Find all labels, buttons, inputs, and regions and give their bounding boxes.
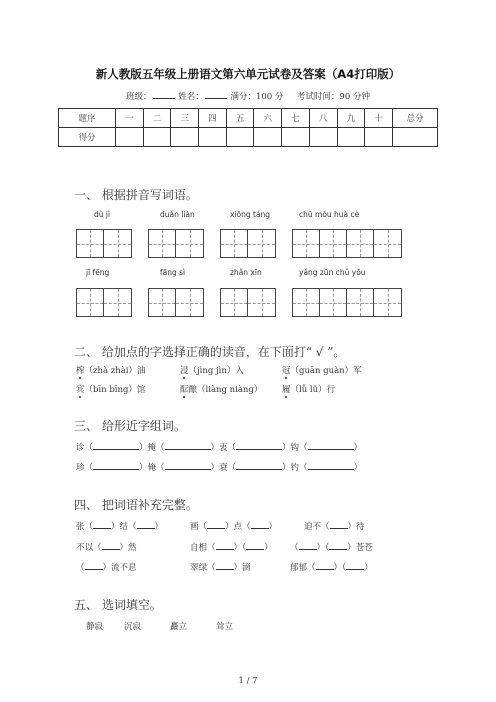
idiom-item: 迫不（ ）待 bbox=[304, 522, 365, 532]
answer-blank[interactable] bbox=[93, 520, 111, 529]
answer-blank[interactable] bbox=[308, 461, 354, 470]
reading-option[interactable]: 浸（jìng jìn）入 bbox=[180, 366, 244, 376]
page-number: 1 / 7 bbox=[238, 676, 258, 686]
score-cell[interactable] bbox=[309, 128, 337, 147]
score-header-row bbox=[59, 109, 438, 128]
class-blank[interactable] bbox=[153, 90, 175, 99]
pinyin-label: fāng sì bbox=[160, 268, 186, 277]
answer-blank[interactable] bbox=[316, 561, 334, 570]
score-row bbox=[59, 128, 438, 147]
score-header-cell: 七 bbox=[282, 109, 310, 128]
section5-heading: 五、 选词填空。 bbox=[74, 598, 162, 612]
score-header-cell: 总分 bbox=[393, 109, 438, 128]
reading-option[interactable]: 酝酿（liàng niàng） bbox=[180, 385, 263, 395]
score-header-cell: 三 bbox=[171, 109, 199, 128]
writing-box[interactable] bbox=[76, 288, 132, 317]
answer-blank[interactable] bbox=[330, 520, 348, 529]
idiom-item: 画（ ）点（ ） bbox=[190, 522, 278, 532]
score-cell[interactable] bbox=[337, 128, 365, 147]
score-header-cell: 二 bbox=[143, 109, 171, 128]
similar-char-row: 诊（ ）掩（ ）衷（ ）钩（ ） bbox=[76, 443, 363, 453]
answer-blank[interactable] bbox=[93, 461, 139, 470]
writing-box[interactable] bbox=[76, 229, 132, 258]
score-header-cell: 九 bbox=[337, 109, 365, 128]
writing-box[interactable] bbox=[220, 288, 276, 317]
reading-option[interactable]: 冠（guān guàn）军 bbox=[282, 366, 362, 376]
answer-blank[interactable] bbox=[236, 461, 282, 470]
word-option: 矗立 bbox=[170, 622, 188, 632]
section4-heading: 四、 把词语补充完整。 bbox=[74, 498, 198, 512]
answer-blank[interactable] bbox=[165, 461, 211, 470]
answer-blank[interactable] bbox=[299, 541, 317, 550]
score-cell[interactable] bbox=[226, 128, 254, 147]
section1-heading: 一、 根据拼音写词语。 bbox=[74, 188, 198, 202]
answer-blank[interactable] bbox=[216, 541, 234, 550]
pinyin-label: duàn liàn bbox=[160, 210, 195, 219]
word-option: 耸立 bbox=[216, 622, 234, 632]
similar-char-row: 珍（ ）俺（ ）衰（ ）钓（ ） bbox=[76, 463, 363, 473]
score-cell[interactable] bbox=[393, 128, 438, 147]
score-header-cell: 十 bbox=[365, 109, 393, 128]
score-cell[interactable] bbox=[199, 128, 227, 147]
word-option: 静寂 bbox=[86, 622, 104, 632]
pinyin-label: chū móu huà cè bbox=[299, 210, 360, 219]
reading-option[interactable]: 宾（bīn bīng）馆 bbox=[76, 385, 146, 395]
answer-blank[interactable] bbox=[251, 520, 269, 529]
idiom-item: 自相（ ）（ ） bbox=[190, 543, 273, 553]
writing-box[interactable] bbox=[292, 288, 402, 317]
answer-blank[interactable] bbox=[329, 541, 347, 550]
score-table bbox=[58, 108, 438, 147]
score-header-cell: 五 bbox=[226, 109, 254, 128]
answer-blank[interactable] bbox=[165, 441, 211, 450]
pinyin-label: yǎng zūn chǔ yōu bbox=[299, 268, 366, 277]
writing-box[interactable] bbox=[148, 229, 204, 258]
score-row-label: 得分 bbox=[59, 128, 116, 147]
writing-box[interactable] bbox=[148, 288, 204, 317]
section3-heading: 三、 给形近字组词。 bbox=[74, 419, 186, 433]
reading-option[interactable]: 履（lǚ lǔ）行 bbox=[282, 385, 336, 395]
answer-blank[interactable] bbox=[93, 441, 139, 450]
answer-blank[interactable] bbox=[246, 541, 264, 550]
answer-blank[interactable] bbox=[85, 561, 103, 570]
idiom-item: 郁郁（ ）（ ） bbox=[290, 563, 373, 573]
idiom-item: 翠绿（ ）滴 bbox=[190, 563, 251, 573]
section2-heading: 二、 给加点的字选择正确的读音，在下面打“ √ ”。 bbox=[74, 345, 346, 359]
score-cell[interactable] bbox=[171, 128, 199, 147]
answer-blank[interactable] bbox=[102, 541, 120, 550]
score-header-cell: 题序 bbox=[59, 109, 116, 128]
score-header-cell: 六 bbox=[254, 109, 282, 128]
score-cell[interactable] bbox=[282, 128, 310, 147]
pinyin-label: jī fēng bbox=[86, 268, 110, 277]
score-cell[interactable] bbox=[143, 128, 171, 147]
answer-blank[interactable] bbox=[236, 441, 282, 450]
exam-time: 考试时间：90 分钟 bbox=[296, 92, 370, 102]
name-label: 姓名： bbox=[178, 92, 204, 102]
writing-box[interactable] bbox=[220, 229, 276, 258]
answer-blank[interactable] bbox=[137, 520, 155, 529]
answer-blank[interactable] bbox=[308, 441, 354, 450]
reading-option[interactable]: 榨（zhà zhài）油 bbox=[76, 366, 146, 376]
writing-box[interactable] bbox=[292, 229, 402, 258]
answer-blank[interactable] bbox=[207, 520, 225, 529]
idiom-item: （ ）（ ）苍苍 bbox=[290, 543, 373, 553]
score-header-cell: 一 bbox=[116, 109, 144, 128]
score-header-cell: 四 bbox=[199, 109, 227, 128]
answer-blank[interactable] bbox=[216, 561, 234, 570]
idiom-item: 张（ ）结（ ） bbox=[76, 522, 164, 532]
word-option: 沉寂 bbox=[124, 622, 142, 632]
answer-blank[interactable] bbox=[346, 561, 364, 570]
class-label: 班级： bbox=[126, 92, 152, 102]
full-score: 满分：100 分 bbox=[230, 92, 284, 102]
page-title: 新人教版五年级上册语文第六单元试卷及答案（A4打印版） bbox=[95, 67, 401, 81]
score-header-cell: 八 bbox=[309, 109, 337, 128]
name-blank[interactable] bbox=[205, 90, 227, 99]
exam-info bbox=[0, 90, 496, 102]
pinyin-label: xiōng táng bbox=[230, 210, 271, 219]
score-cell[interactable] bbox=[254, 128, 282, 147]
idiom-item: 不以（ ）然 bbox=[76, 543, 137, 553]
pinyin-label: dù jì bbox=[94, 210, 111, 219]
score-cell[interactable] bbox=[365, 128, 393, 147]
pinyin-label: zhǎn xīn bbox=[230, 268, 262, 277]
idiom-item: （ ）流不息 bbox=[76, 563, 137, 573]
score-cell[interactable] bbox=[116, 128, 144, 147]
